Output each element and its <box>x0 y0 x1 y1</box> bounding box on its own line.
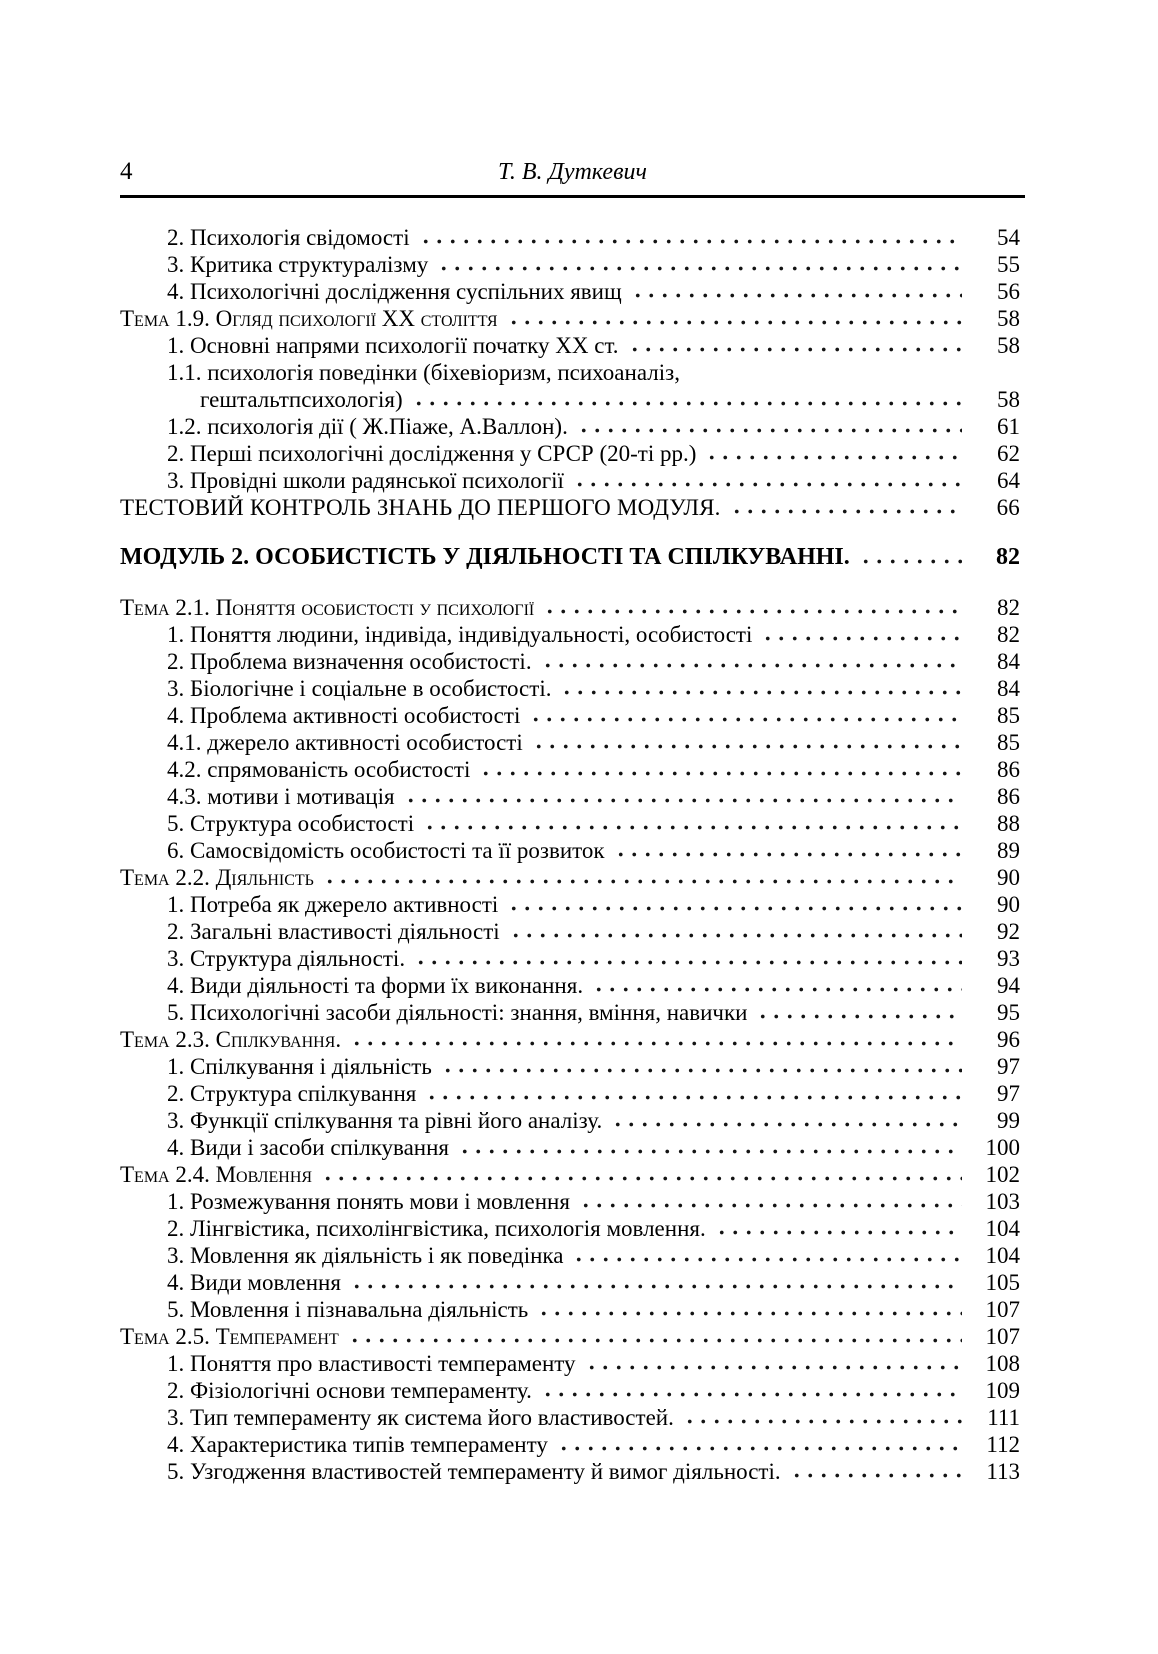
toc-entry-label: 1. Основні напрями психології початку ХХ ст. <box>167 333 619 358</box>
toc-entry-page: 85 <box>997 730 1020 755</box>
toc-entry-label: Тема 1.9. Огляд психології ХХ століття <box>120 306 498 331</box>
toc-entry <box>120 440 1020 467</box>
toc-entry-page: 108 <box>985 1351 1020 1376</box>
toc-entry-label: МОДУЛЬ 2. ОСОБИСТІСТЬ У ДІЯЛЬНОСТІ ТА СПІЛКУВАННІ. <box>120 544 850 570</box>
toc-entry-page: 54 <box>997 225 1020 250</box>
dot-leader <box>577 413 962 440</box>
toc-entry <box>120 494 1020 521</box>
toc-entry-label: 1. Поняття про властивості темпераменту <box>167 1351 576 1376</box>
dot-leader <box>585 1350 962 1377</box>
toc-entry <box>120 1161 1020 1188</box>
toc-entry-label: 2. Загальні властивості діяльності <box>167 919 500 944</box>
toc-entry <box>120 305 1020 332</box>
toc-entry-page: 103 <box>985 1189 1020 1214</box>
toc-entry-page: 104 <box>985 1216 1020 1241</box>
dot-leader <box>541 1377 962 1404</box>
toc-entry <box>120 1053 1020 1080</box>
dot-leader <box>537 1296 962 1323</box>
dot-leader <box>441 1053 962 1080</box>
toc-entry-label: ТЕСТОВИЙ КОНТРОЛЬ ЗНАНЬ ДО ПЕРШОГО МОДУЛЯ. <box>120 495 721 520</box>
toc-entry-page: 111 <box>987 1405 1020 1430</box>
toc-entry-label: 1. Спілкування і діяльність <box>167 1054 432 1079</box>
toc-entry <box>120 386 1020 413</box>
dot-leader <box>756 999 962 1026</box>
toc-entry-page: 107 <box>985 1297 1020 1322</box>
dot-leader <box>730 494 962 521</box>
dot-leader <box>560 675 962 702</box>
running-header-title: Т. В. Дуткевич <box>498 159 647 185</box>
toc-entry-label: 5. Психологічні засоби діяльності: знання, вміння, навички <box>167 1000 748 1025</box>
toc-entry-page: 82 <box>997 595 1020 620</box>
toc-entry-page: 100 <box>985 1135 1020 1160</box>
page-header <box>120 158 1025 198</box>
dot-leader <box>348 1323 962 1350</box>
toc-entry-page: 90 <box>997 892 1020 917</box>
toc-entry-label: 3. Тип темпераменту як система його властивостей. <box>167 1405 674 1430</box>
toc-entry-page: 113 <box>986 1459 1020 1484</box>
toc-entry-page: 88 <box>997 811 1020 836</box>
toc-entry-label: Тема 2.3. Спілкування. <box>120 1027 342 1052</box>
toc-entry <box>120 1080 1020 1107</box>
toc-entry-label: 1. Поняття людини, індивіда, індивідуальності, особистості <box>167 622 753 647</box>
toc-entry-label: 2. Перші психологічні дослідження у СРСР (20-ті рр.) <box>167 441 697 466</box>
toc-entry-page: 64 <box>997 468 1020 493</box>
toc-entry-label: 4.2. спрямованість особистості <box>167 757 471 782</box>
toc-entry <box>120 945 1020 972</box>
toc-entry <box>120 1350 1020 1377</box>
toc-entry <box>120 810 1020 837</box>
toc-entry <box>120 278 1020 305</box>
toc-entry-page: 102 <box>985 1162 1020 1187</box>
toc-entry <box>120 999 1020 1026</box>
toc-entry-page: 86 <box>997 757 1020 782</box>
dot-leader <box>529 702 962 729</box>
dot-leader <box>614 837 962 864</box>
toc-entry <box>120 1188 1020 1215</box>
toc-entry-page: 112 <box>986 1432 1020 1457</box>
dot-leader <box>412 386 962 413</box>
dot-leader <box>592 972 962 999</box>
toc-entry <box>120 1404 1020 1431</box>
toc-entry-page: 84 <box>997 676 1020 701</box>
toc-entry <box>120 1107 1020 1134</box>
toc-entry-label: 5. Узгодження властивостей темпераменту й вимог діяльності. <box>167 1459 781 1484</box>
toc-entry-page: 94 <box>997 973 1020 998</box>
toc-entry <box>120 224 1020 251</box>
toc-entry <box>120 675 1020 702</box>
toc-entry <box>120 413 1020 440</box>
toc-entry <box>120 544 1020 571</box>
dot-leader <box>323 864 962 891</box>
dot-leader <box>705 440 962 467</box>
toc-entry <box>120 1377 1020 1404</box>
toc-entry-label: 2. Психологія свідомості <box>167 225 410 250</box>
toc-entry-page: 95 <box>997 1000 1020 1025</box>
toc-entry <box>120 332 1020 359</box>
toc-entry-page: 86 <box>997 784 1020 809</box>
dot-leader <box>631 278 962 305</box>
toc-entry-page: 89 <box>997 838 1020 863</box>
page-number: 4 <box>120 158 133 185</box>
dot-leader <box>419 224 962 251</box>
toc-entry-page: 61 <box>997 414 1020 439</box>
toc-entry-label: 4. Види діяльності та форми їх виконання. <box>167 973 584 998</box>
toc-entry-page: 85 <box>997 703 1020 728</box>
dot-leader <box>572 1242 962 1269</box>
toc-entry-page: 99 <box>997 1108 1020 1133</box>
dot-leader <box>628 332 962 359</box>
toc-entry <box>120 648 1020 675</box>
toc-entry-page: 58 <box>997 306 1020 331</box>
toc-entry-label: 2. Фізіологічні основи темпераменту. <box>167 1378 532 1403</box>
toc-entry <box>120 1269 1020 1296</box>
toc-entry-label: 4. Види мовлення <box>167 1270 341 1295</box>
toc-entry-page: 82 <box>996 544 1020 570</box>
toc-entry <box>120 729 1020 756</box>
toc-entry <box>120 594 1020 621</box>
dot-leader <box>715 1215 962 1242</box>
toc-entry <box>120 891 1020 918</box>
toc-entry-page: 55 <box>997 252 1020 277</box>
toc-entry <box>120 972 1020 999</box>
dot-leader <box>414 945 962 972</box>
toc-entry-label: 3. Провідні школи радянської психології <box>167 468 564 493</box>
toc-entry-page: 84 <box>997 649 1020 674</box>
toc-entry <box>120 1296 1020 1323</box>
dot-leader <box>350 1269 962 1296</box>
toc-entry-label: 1. Розмежування понять мови і мовлення <box>167 1189 570 1214</box>
toc-entry <box>120 1458 1020 1485</box>
dot-leader <box>573 467 962 494</box>
toc-entry-label: 4. Види і засоби спілкування <box>167 1135 450 1160</box>
toc-entry-page: 66 <box>996 495 1020 520</box>
dot-leader <box>423 810 962 837</box>
toc-entry <box>120 1242 1020 1269</box>
dot-leader <box>683 1404 962 1431</box>
toc-entry-page: 105 <box>985 1270 1020 1295</box>
table-of-contents <box>120 224 1020 1485</box>
dot-leader <box>321 1161 962 1188</box>
toc-entry-page: 97 <box>997 1054 1020 1079</box>
toc-entry-page: 96 <box>997 1027 1020 1052</box>
toc-entry <box>120 359 1020 386</box>
toc-entry <box>120 1134 1020 1161</box>
toc-entry <box>120 467 1020 494</box>
toc-entry <box>120 1026 1020 1053</box>
toc-entry-label: 3. Структура діяльності. <box>167 946 406 971</box>
toc-entry-label: 4. Психологічні дослідження суспільних явищ <box>167 279 622 304</box>
toc-entry <box>120 702 1020 729</box>
toc-entry-label: Тема 2.4. Мовлення <box>120 1162 313 1187</box>
toc-entry-label: Тема 2.2. Діяльність <box>120 865 314 890</box>
dot-leader <box>579 1188 962 1215</box>
toc-entry-label: 3. Критика структуралізму <box>167 252 429 277</box>
toc-entry <box>120 1215 1020 1242</box>
toc-entry <box>120 1323 1020 1350</box>
dot-leader <box>507 891 962 918</box>
toc-entry-label: 4.1. джерело активності особистості <box>167 730 523 755</box>
toc-entry <box>120 756 1020 783</box>
toc-entry-label: 3. Біологічне і соціальне в особистості. <box>167 676 552 701</box>
toc-entry-page: 93 <box>997 946 1020 971</box>
toc-entry <box>120 918 1020 945</box>
toc-entry-page: 58 <box>997 333 1020 358</box>
toc-entry-label: 4. Проблема активності особистості <box>167 703 521 728</box>
dot-leader <box>509 918 962 945</box>
toc-entry-page: 62 <box>997 441 1020 466</box>
toc-entry-label: 3. Функції спілкування та рівні його аналізу. <box>167 1108 603 1133</box>
dot-leader <box>557 1431 962 1458</box>
dot-leader <box>404 783 962 810</box>
toc-entry-page: 82 <box>997 622 1020 647</box>
toc-entry-label: 1.1. психологія поведінки (біхевіоризм, психоаналіз, <box>167 360 680 385</box>
dot-leader <box>532 729 962 756</box>
dot-leader <box>425 1080 962 1107</box>
dot-leader <box>541 648 962 675</box>
dot-leader <box>761 621 962 648</box>
toc-entry-page: 109 <box>985 1378 1020 1403</box>
dot-leader <box>790 1458 962 1485</box>
dot-leader <box>437 251 962 278</box>
toc-entry-label: 3. Мовлення як діяльність і як поведінка <box>167 1243 564 1268</box>
toc-entry-label: 6. Самосвідомість особистості та її розвиток <box>167 838 605 863</box>
toc-entry-page: 107 <box>985 1324 1020 1349</box>
toc-entry-page: 97 <box>997 1081 1020 1106</box>
toc-entry-page: 56 <box>997 279 1020 304</box>
dot-leader <box>458 1134 962 1161</box>
toc-entry-label: 5. Структура особистості <box>167 811 415 836</box>
toc-entry-page: 104 <box>985 1243 1020 1268</box>
toc-entry-label: 2. Структура спілкування <box>167 1081 417 1106</box>
toc-entry-label: Тема 2.1. Поняття особистості у психології <box>120 595 535 620</box>
toc-entry-label: 5. Мовлення і пізнавальна діяльність <box>167 1297 529 1322</box>
toc-entry-label: 4.3. мотиви і мотивація <box>167 784 395 809</box>
dot-leader <box>859 544 962 571</box>
dot-leader <box>543 594 962 621</box>
dot-leader <box>479 756 962 783</box>
toc-entry-label: гештальтпсихологія) <box>200 387 403 412</box>
toc-entry-page: 92 <box>997 919 1020 944</box>
toc-entry-label: 4. Характеристика типів темпераменту <box>167 1432 548 1457</box>
toc-entry-label: 2. Лінгвістика, психолінгвістика, психологія мовлення. <box>167 1216 706 1241</box>
dot-leader <box>507 305 962 332</box>
toc-entry-label: 1.2. психологія дії ( Ж.Піаже, А.Валлон). <box>167 414 568 439</box>
toc-entry-label: 1. Потреба як джерело активності <box>167 892 499 917</box>
dot-leader <box>350 1026 962 1053</box>
toc-entry <box>120 783 1020 810</box>
toc-entry <box>120 621 1020 648</box>
toc-entry-page: 58 <box>997 387 1020 412</box>
toc-entry <box>120 251 1020 278</box>
dot-leader <box>611 1107 962 1134</box>
toc-entry <box>120 1431 1020 1458</box>
toc-entry-label: 2. Проблема визначення особистості. <box>167 649 532 674</box>
toc-entry-page: 90 <box>997 865 1020 890</box>
toc-entry <box>120 837 1020 864</box>
toc-entry <box>120 864 1020 891</box>
toc-entry-label: Тема 2.5. Темперамент <box>120 1324 339 1349</box>
